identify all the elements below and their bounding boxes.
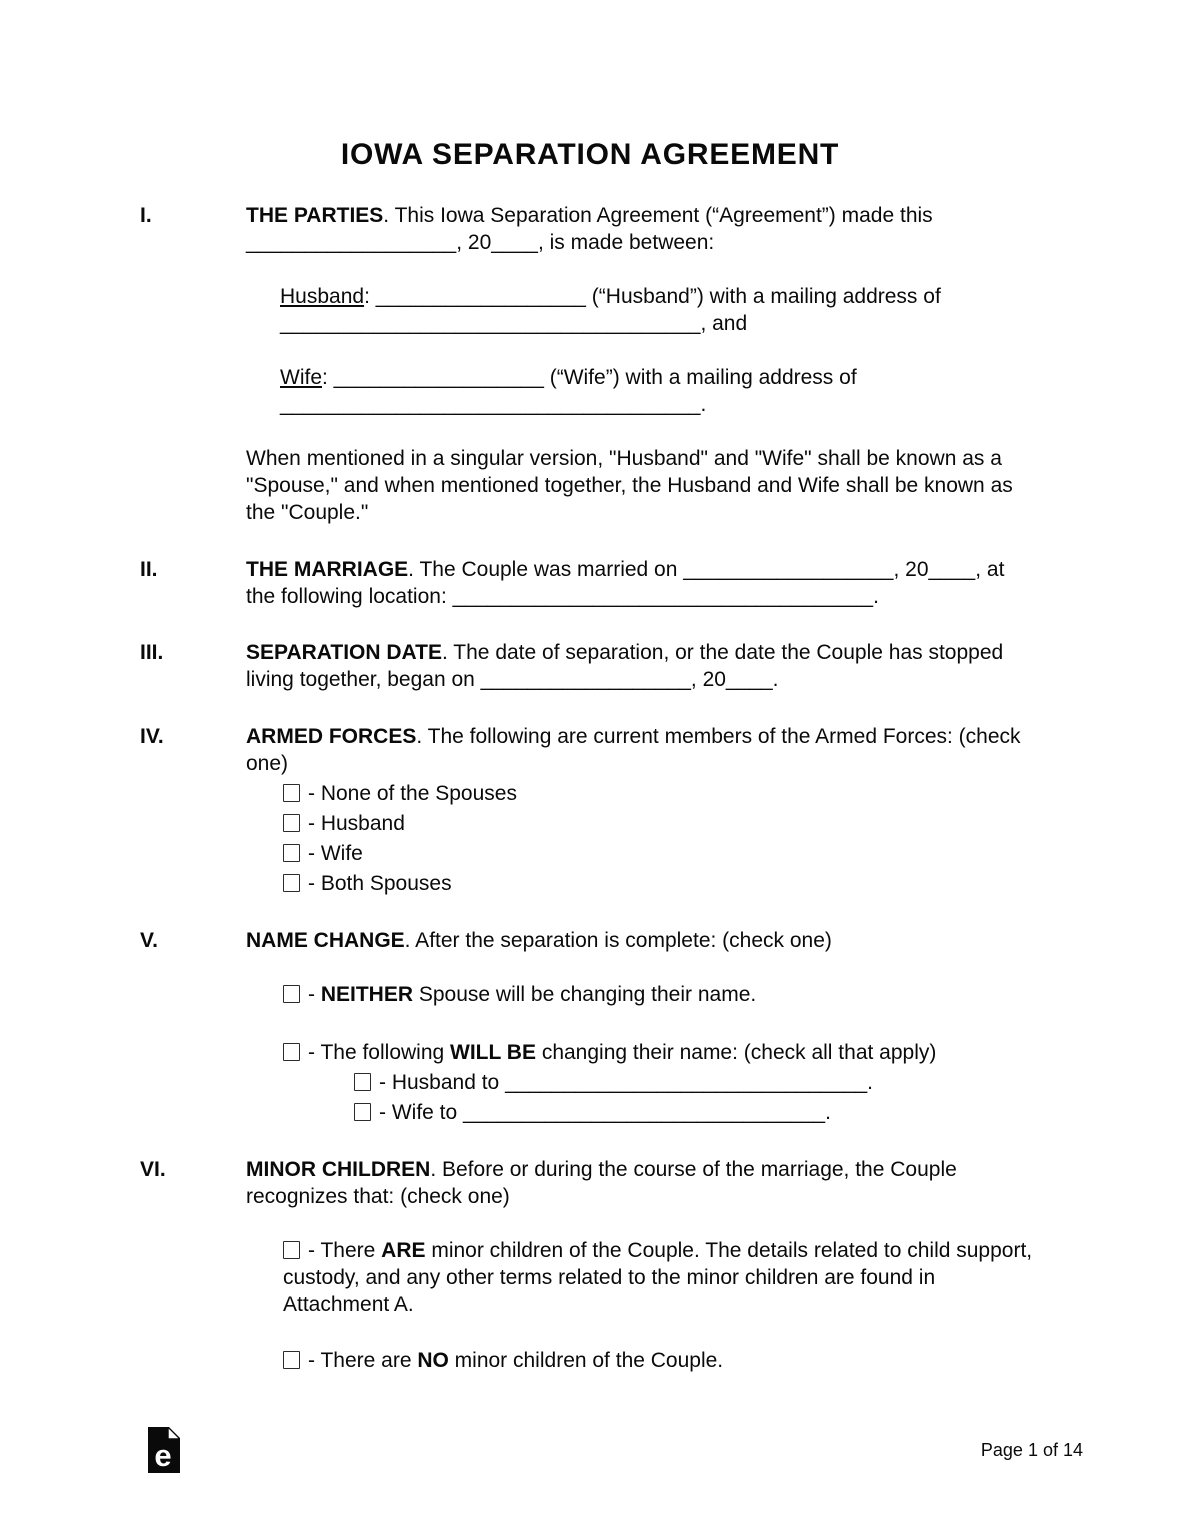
name-change-option-neither	[283, 981, 1036, 1008]
section-number: III.	[140, 641, 164, 664]
minor-children-option-are	[283, 1237, 1036, 1318]
section-body	[246, 723, 1036, 927]
eforms-logo	[148, 1427, 180, 1473]
option-label: - Husband	[308, 812, 405, 835]
armed-forces-intro: ARMED FORCES. The following are current members of the Armed Forces: (check one)	[246, 725, 1021, 775]
minor-children-intro: MINOR CHILDREN. Before or during the course of the marriage, the Couple recognizes that: (check one)	[246, 1158, 957, 1208]
armed-forces-option-both-spouses	[283, 870, 1036, 897]
section-number: VI.	[140, 1158, 166, 1181]
minor-children-option-no	[283, 1347, 1036, 1374]
section-body	[246, 1156, 1036, 1374]
option-label: - Both Spouses	[308, 872, 452, 895]
logo-letter: e	[154, 1438, 172, 1473]
section-number: IV.	[140, 725, 164, 748]
the-marriage-paragraph: THE MARRIAGE. The Couple was married on __________________, 20____, at the following location: ____________________________________.	[246, 558, 1005, 608]
section-the-marriage	[140, 556, 1040, 639]
armed-forces-option-none-of-the-spouses	[283, 780, 1036, 807]
option-label: - The following WILL BE changing their name: (check all that apply)	[308, 1041, 937, 1064]
checkbox-icon[interactable]	[283, 1043, 300, 1061]
option-label: - There ARE minor children of the Couple. The details related to child support, custody, and any other terms related to the minor children are found in Attachment A.	[283, 1239, 1033, 1316]
armed-forces-option-husband	[283, 810, 1036, 837]
option-label: - Wife	[308, 842, 363, 865]
checkbox-icon[interactable]	[283, 874, 300, 892]
section-body	[246, 556, 1036, 639]
page-number-label: Page 1 of 14	[980, 1440, 1083, 1460]
separation-date-paragraph: SEPARATION DATE. The date of separation, or the date the Couple has stopped living together, began on __________________, 20____.	[246, 641, 1004, 691]
section-body	[246, 202, 1036, 556]
name-change-option-will-be	[283, 1039, 1036, 1066]
option-label: - NEITHER Spouse will be changing their name.	[308, 983, 757, 1006]
option-label: - There are NO minor children of the Couple.	[308, 1349, 724, 1372]
wife-party-clause: Wife: __________________ (“Wife”) with a mailing address of ____________________________________.	[280, 366, 857, 416]
document-content	[140, 138, 1040, 1374]
checkbox-icon[interactable]	[283, 1351, 300, 1369]
section-number: V.	[140, 929, 158, 952]
option-label: - Husband to _______________________________.	[379, 1071, 873, 1094]
checkbox-icon[interactable]	[283, 985, 300, 1003]
name-change-sub-option-wife	[354, 1099, 1036, 1126]
option-label: - Wife to _______________________________.	[379, 1101, 831, 1124]
spouse-definition-paragraph: When mentioned in a singular version, "Husband" and "Wife" shall be known as a "Spouse," and when mentioned together, the Husband and Wife shall be known as the "Couple."	[246, 447, 1013, 524]
section-minor-children	[140, 1156, 1040, 1374]
husband-party-clause: Husband: __________________ (“Husband”) with a mailing address of ____________________________________, and	[280, 285, 941, 335]
document-title: IOWA SEPARATION AGREEMENT	[340, 138, 840, 171]
section-number: I.	[140, 204, 152, 227]
section-name-change	[140, 927, 1040, 1156]
section-separation-date	[140, 639, 1040, 723]
checkbox-icon[interactable]	[283, 1241, 300, 1259]
name-change-sub-option-husband	[354, 1069, 1036, 1096]
page-footer	[148, 1424, 1083, 1476]
checkbox-icon[interactable]	[283, 784, 300, 802]
option-label: - None of the Spouses	[308, 782, 517, 805]
the-parties-intro: THE PARTIES. This Iowa Separation Agreement (“Agreement”) made this __________________, 20____, is made between:	[246, 204, 933, 254]
checkbox-icon[interactable]	[283, 844, 300, 862]
section-body	[246, 639, 1036, 723]
section-the-parties	[140, 202, 1040, 556]
section-number: II.	[140, 558, 158, 581]
section-armed-forces	[140, 723, 1040, 927]
checkbox-icon[interactable]	[283, 814, 300, 832]
checkbox-icon[interactable]	[354, 1103, 371, 1121]
checkbox-icon[interactable]	[354, 1073, 371, 1091]
name-change-intro: NAME CHANGE. After the separation is complete: (check one)	[246, 929, 832, 952]
armed-forces-option-wife	[283, 840, 1036, 867]
section-body	[246, 927, 1036, 1156]
